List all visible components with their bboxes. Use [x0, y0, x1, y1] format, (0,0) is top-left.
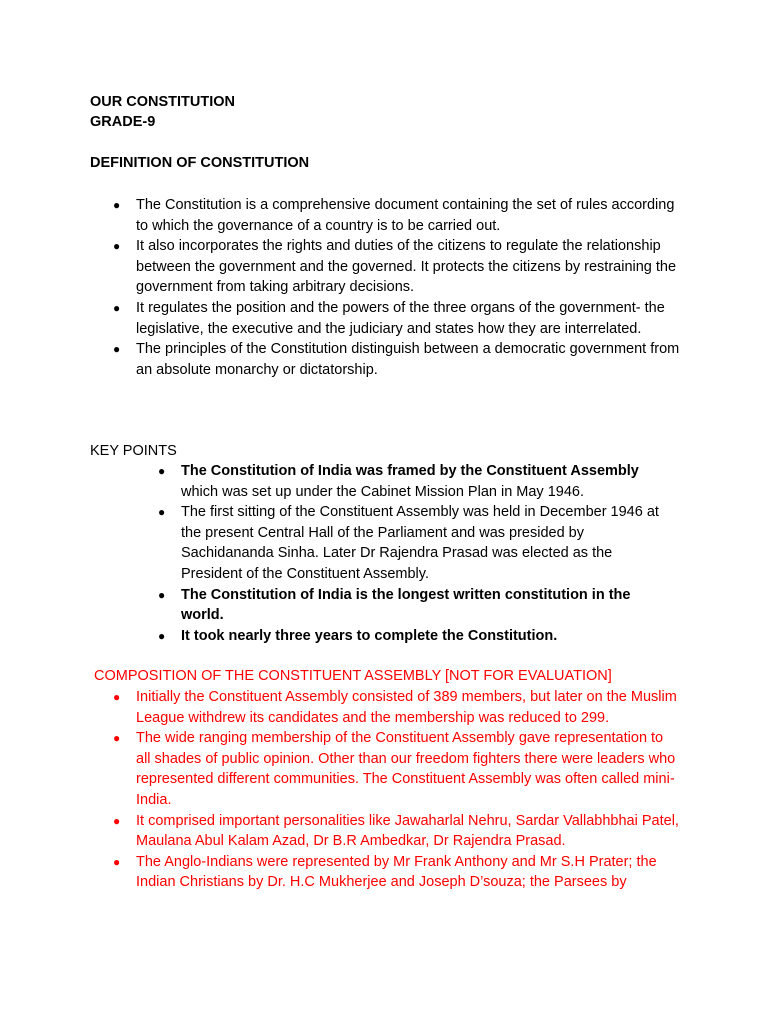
bullet-icon: ● [113, 239, 121, 254]
list-item [158, 461, 661, 502]
bullet-icon: ● [158, 628, 166, 643]
list-item [113, 339, 681, 380]
list-item-bold-text: It took nearly three years to complete the Constitution. [181, 627, 558, 644]
bullet-icon: ● [113, 342, 121, 357]
definition-list [113, 195, 681, 380]
list-item-text: It comprised important personalities like Jawaharlal Nehru, Sardar Vallabhbhai Patel, Maulana Abul Kalam Azad, Dr B.R Ambedkar, Dr Rajendra Prasad. [136, 812, 679, 850]
list-item [113, 236, 681, 298]
list-item-bold-text: The Constitution of India is the longest written constitution in the world. [181, 586, 631, 624]
bullet-icon: ● [113, 300, 121, 315]
list-item-text: The wide ranging membership of the Constituent Assembly gave representation to all shades of public opinion. Other than our freedom fighters there were leaders who represented different communities. The Constituent Assembly was often called mini-India. [136, 730, 676, 808]
list-item-text: which was set up under the Cabinet Mission Plan in May 1946. [181, 483, 584, 500]
list-item-text: The Anglo-Indians were represented by Mr Frank Anthony and Mr S.H Prater; the Indian Christians by Dr. H.C Mukherjee and Joseph D’souza; the Parsees by [136, 853, 657, 891]
list-item [113, 195, 681, 236]
bullet-icon: ● [113, 198, 121, 212]
list-item-text: The principles of the Constitution distinguish between a democratic government from an absolute monarchy or dictatorship. [136, 341, 680, 378]
bullet-icon: ● [113, 813, 121, 828]
bullet-icon: ● [113, 690, 121, 704]
list-item-text: The first sitting of the Constituent Assembly was held in December 1946 at the present Central Hall of the Parliament and was presided by Sachidananda Sinha. Later Dr Rajendra Prasad was elected as the President of the Constituent Assembly. [181, 504, 659, 582]
list-item [158, 585, 661, 626]
document-title: OUR CONSTITUTION [90, 94, 235, 110]
bullet-icon: ● [113, 731, 121, 746]
list-item-text: The Constitution is a comprehensive document containing the set of rules according to which the governance of a country is to be carried out. [136, 197, 675, 234]
composition-heading: COMPOSITION OF THE CONSTITUENT ASSEMBLY [NOT FOR EVALUATION] [94, 668, 612, 684]
list-item-text: It also incorporates the rights and duties of the citizens to regulate the relationship between the government and the governed. It protects the citizens by restraining the government from taking arbitrary decisions. [136, 238, 677, 296]
list-item [113, 852, 681, 893]
bullet-icon: ● [158, 587, 166, 602]
list-item-text: Initially the Constituent Assembly consisted of 389 members, but later on the Muslim League withdrew its candidates and the membership was reduced to 299. [136, 689, 677, 726]
list-item [113, 811, 681, 852]
bullet-icon: ● [113, 854, 121, 869]
definition-heading: DEFINITION OF CONSTITUTION [90, 155, 310, 171]
composition-list [113, 687, 681, 893]
list-item [158, 626, 661, 647]
document-grade: GRADE-9 [90, 114, 156, 130]
list-item [113, 728, 681, 810]
key-points-list [158, 461, 661, 646]
list-item [113, 298, 681, 339]
list-item-bold-text: The Constitution of India was framed by the Constituent Assembly [181, 463, 639, 479]
bullet-icon: ● [158, 464, 166, 478]
list-item-text: It regulates the position and the powers of the three organs of the government- the legislative, the executive and the judiciary and states how they are interrelated. [136, 299, 665, 337]
key-points-heading: KEY POINTS [90, 443, 177, 459]
list-item [158, 502, 661, 584]
bullet-icon: ● [158, 505, 166, 520]
list-item [113, 687, 681, 728]
